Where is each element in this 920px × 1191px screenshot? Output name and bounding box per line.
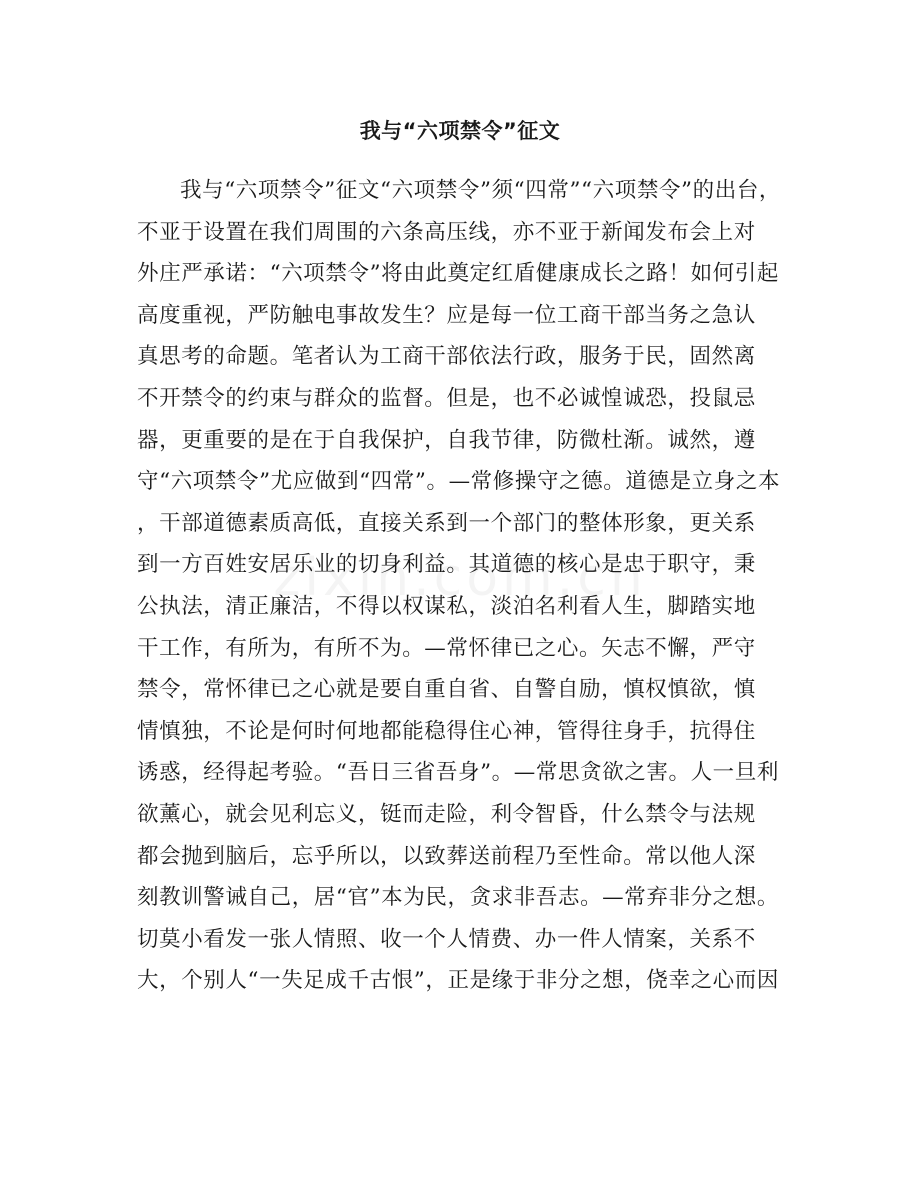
text-line: 不亚于设置在我们周围的六条高压线，亦不亚于新闻发布会上对 (137, 219, 756, 245)
document-title: 我与“六项禁令”征文 (359, 119, 561, 143)
text-line: 公执法，清正廉洁，不得以权谋私，淡泊名利看人生，脚踏实地 (137, 593, 756, 619)
text-line: 真思考的命题。笔者认为工商干部依法行政，服务于民，固然离 (137, 344, 756, 370)
text-line: 大，个别人“一失足成千古恨”，正是缘于非分之想，侥幸之心而因 (137, 968, 779, 994)
text-line: 我与“六项禁令”征文“六项禁令”须“四常”“六项禁令”的出台， (180, 178, 782, 203)
body-paragraph (137, 170, 797, 1002)
text-line: 不开禁令的约束与群众的监督。但是，也不必诚惶诚恐，投鼠忌 (137, 385, 756, 411)
text-line: 外庄严承诺：“六项禁令”将由此奠定红盾健康成长之路！如何引起 (137, 261, 779, 287)
text-line: 诱惑，经得起考验。“吾日三省吾身”。—常思贪欲之害。人一旦利 (137, 760, 779, 786)
text-line: 器，更重要的是在于自我保护，自我节律，防微杜渐。诚然，遵 (137, 427, 756, 453)
text-line: 干工作，有所为，有所不为。—常怀律已之心。矢志不懈，严守 (137, 635, 756, 661)
text-line: 都会抛到脑后，忘乎所以，以致葬送前程乃至性命。常以他人深 (137, 843, 756, 869)
text-line: 刻教训警诫自己，居“官”本为民，贪求非吾志。—常弃非分之想。 (137, 885, 779, 911)
text-line: 到一方百姓安居乐业的切身利益。其道德的核心是忠于职守，秉 (137, 552, 756, 578)
text-line: ，干部道德素质高低，直接关系到一个部门的整体形象，更关系 (137, 510, 756, 536)
text-line: 守“六项禁令”尤应做到“四常”。—常修操守之德。道德是立身之本 (137, 469, 781, 495)
text-line: 情慎独，不论是何时何地都能稳得住心神，管得往身手，抗得住 (137, 718, 756, 744)
text-line: 禁令，常怀律已之心就是要自重自省、自警自励，慎权慎欲，慎 (137, 677, 756, 703)
text-line: 切莫小看发一张人情照、收一个人情费、办一件人情案，关系不 (137, 926, 756, 952)
text-line: 欲薰心，就会见利忘义，铤而走险，利令智昏，什么禁令与法规 (137, 801, 756, 827)
text-line: 高度重视，严防触电事故发生？应是每一位工商干部当务之急认 (137, 302, 756, 328)
